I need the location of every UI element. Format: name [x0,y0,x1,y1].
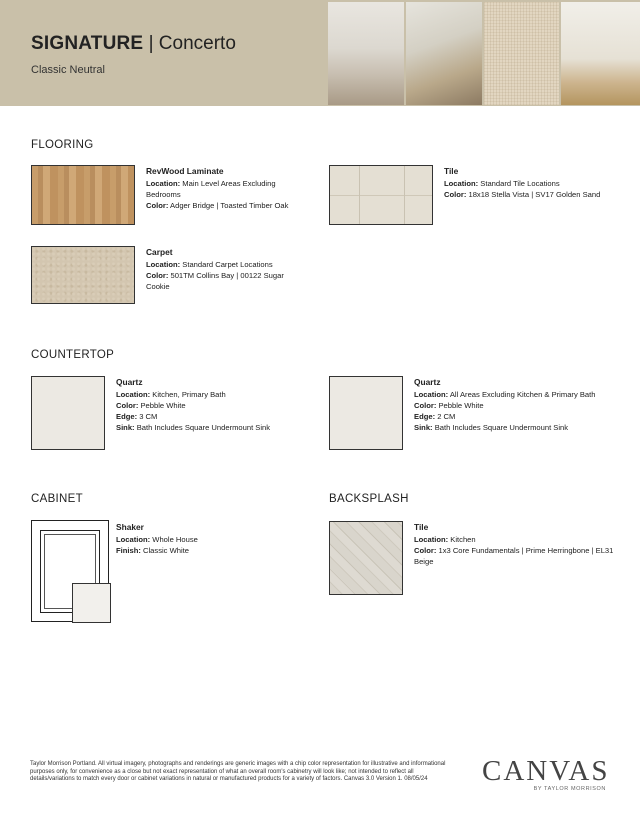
section-title-countertop: COUNTERTOP [31,349,115,361]
tile-name: Tile [444,166,459,176]
quartz-3cm-color: Pebble White [138,401,186,410]
location-label: Location: [116,535,151,544]
rattan-chair-photo [406,2,482,105]
quartz-3cm-sink: Bath Includes Square Undermount Sink [134,423,271,432]
carpet-location: Standard Carpet Locations [180,260,273,269]
location-label: Location: [414,535,449,544]
color-label: Color: [444,190,467,199]
laminate-name: RevWood Laminate [146,166,224,176]
laminate-spec [146,166,311,211]
location-label: Location: [146,179,181,188]
color-label: Color: [146,201,169,210]
section-title-cabinet: CABINET [31,493,83,505]
cabinet-name: Shaker [116,522,144,532]
laminate-color: Adger Bridge | Toasted Timber Oak [168,201,289,210]
logo-wordmark: CANVAS [482,755,610,787]
backsplash-spec [414,522,614,567]
tile-color: 18x18 Stella Vista | SV17 Golden Sand [466,190,601,199]
laminate-swatch [31,165,135,225]
carpet-swatch [31,246,135,304]
page-title [31,33,236,55]
quartz-2cm-sink: Bath Includes Square Undermount Sink [432,423,569,432]
tile-location: Standard Tile Locations [478,179,560,188]
quartz-3cm-edge: 3 CM [137,412,158,421]
edge-label: Edge: [116,412,138,421]
palette-name: Classic Neutral [31,64,105,76]
location-label: Location: [116,390,151,399]
title-separator: | [143,33,159,54]
quartz-3cm-location: Kitchen, Primary Bath [150,390,226,399]
color-label: Color: [414,546,437,555]
carpet-color: 501TM Collins Bay | 00122 Sugar Cookie [146,271,284,291]
location-label: Location: [146,260,181,269]
location-label: Location: [414,390,449,399]
cabinet-finish-chip [72,583,111,623]
color-label: Color: [414,401,437,410]
quartz-2cm-spec [414,377,629,433]
cabinet-spec [116,522,296,556]
quartz-2cm-location: All Areas Excluding Kitchen & Primary Bath [448,390,596,399]
location-label: Location: [444,179,479,188]
cabinet-location: Whole House [150,535,198,544]
tile-swatch [329,165,433,225]
backsplash-color: 1x3 Core Fundamentals | Prime Herringbone | EL31 Beige [414,546,614,566]
quartz-2cm-color: Pebble White [436,401,484,410]
backsplash-location: Kitchen [448,535,476,544]
living-room-photo [328,2,404,105]
section-title-backsplash: BACKSPLASH [329,493,409,505]
edge-label: Edge: [414,412,436,421]
color-label: Color: [146,271,169,280]
disclaimer-text: Taylor Morrison Portland. All virtual imagery, photographs and renderings are generic images with a chip color representation for illustrative and informational purposes only, for convenience as a close but not exact representation of what an overall room's cabinetry will look like; not intended to reflect all details/variations to match every door or cabinet variations in natural or manufactured products for a variety of factors. Canvas 3.0 Version 1. 08/05/24 [30,761,446,783]
carpet-name: Carpet [146,247,173,257]
collection-name: Concerto [158,33,236,54]
quartz-2cm-edge: 2 CM [435,412,456,421]
quartz-3cm-spec [116,377,316,433]
color-label: Color: [116,401,139,410]
tile-spec [444,166,609,200]
bright-room-photo [561,2,640,105]
quartz-2cm-name: Quartz [414,377,441,387]
backsplash-name: Tile [414,522,429,532]
carpet-spec [146,247,306,292]
quartz-2cm-swatch [329,376,403,450]
finish-label: Finish: [116,546,141,555]
laminate-location: Main Level Areas Excluding Bedrooms [146,179,276,199]
section-title-flooring: FLOORING [31,139,94,151]
quartz-3cm-name: Quartz [116,377,143,387]
logo-tagline: BY TAYLOR MORRISON [533,786,606,792]
brand-name: SIGNATURE [31,33,144,54]
canvas-logo [480,753,610,795]
fabric-texture-photo [484,2,559,105]
quartz-3cm-swatch [31,376,105,450]
cabinet-finish: Classic White [140,546,189,555]
sink-label: Sink: [116,423,135,432]
sink-label: Sink: [414,423,433,432]
backsplash-swatch [329,521,403,595]
